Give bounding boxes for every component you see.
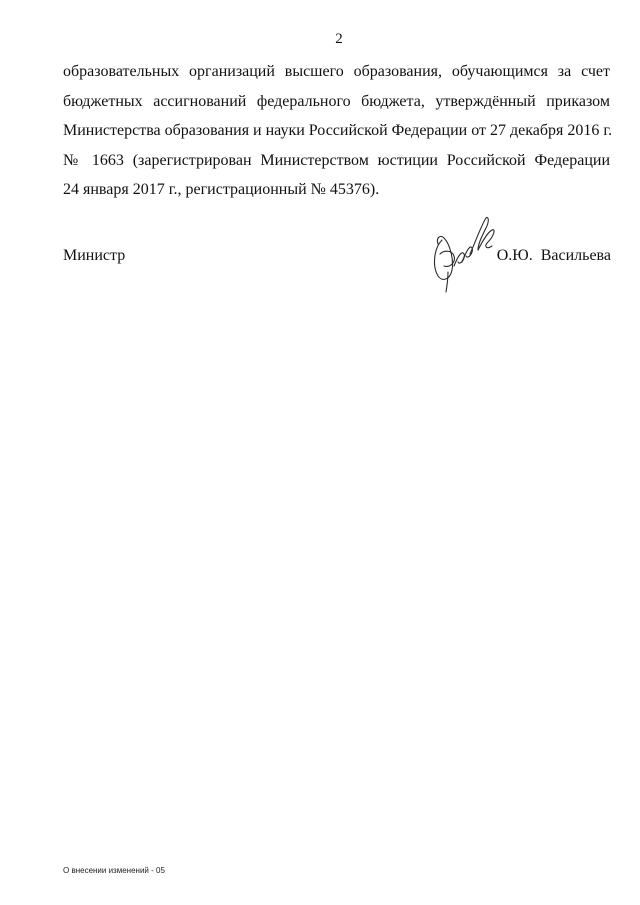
body-line: образовательных организаций высшего образования, обучающимся за счет — [63, 63, 610, 80]
handwritten-signature — [428, 210, 500, 294]
body-paragraph — [63, 57, 613, 205]
signatory-name: О.Ю. Васильева — [496, 247, 611, 264]
page-number: 2 — [335, 31, 343, 47]
body-line: 24 января 2017 г., регистрационный № 45376). — [63, 181, 380, 198]
footer-note: О внесении изменений - 05 — [63, 866, 165, 875]
body-line: № 1663 (зарегистрирован Министерством юстиции Российской Федерации — [63, 151, 610, 169]
signatory-title: Министр — [63, 247, 126, 264]
body-line: бюджетных ассигнований федерального бюджета, утверждённый приказом — [63, 92, 610, 110]
body-line: Министерства образования и науки Российской Федерации от 27 декабря 2016 г. — [63, 122, 613, 139]
